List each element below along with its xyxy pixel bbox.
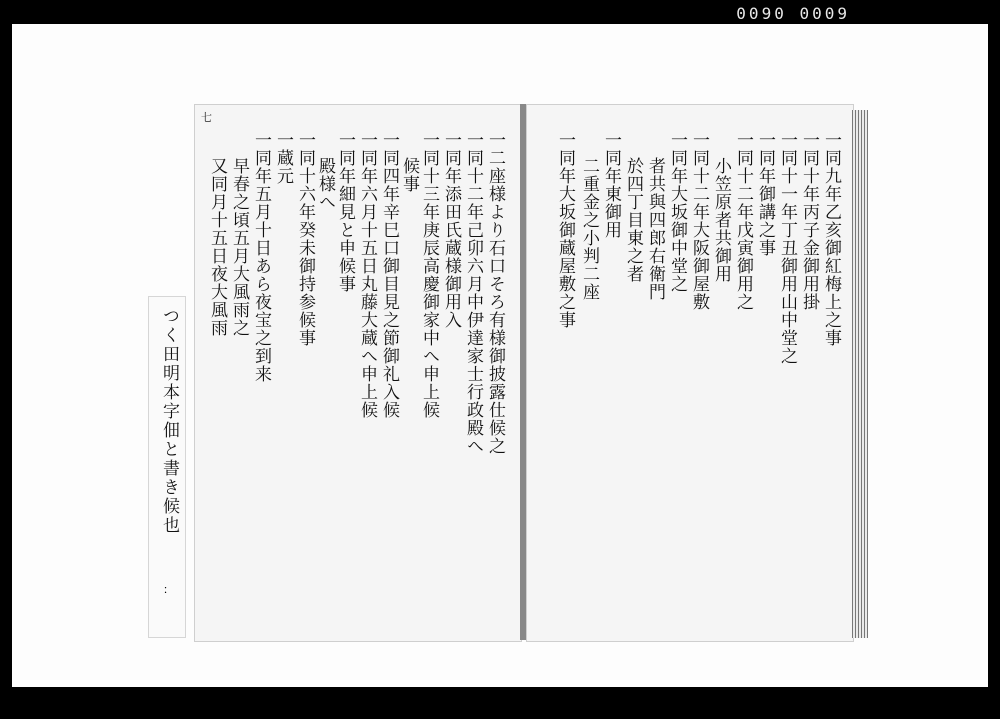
open-book — [194, 104, 872, 644]
manuscript-column: 一同年大坂御蔵屋敷之事 — [555, 131, 575, 329]
slip-mark: ： — [163, 583, 174, 596]
paper-slip — [148, 296, 186, 638]
manuscript-column: 一同年細見と申候事 — [335, 131, 355, 293]
manuscript-column: 一同年六月十五日丸藤大蔵へ申上候 — [357, 131, 377, 419]
manuscript-column: 一二座様より石口そろ有様御披露仕候之 — [485, 131, 505, 455]
frame-id: 0090 0009 — [736, 4, 850, 23]
manuscript-column: 於四丁目東之者 — [623, 157, 643, 283]
manuscript-column: 一同十三年庚辰高慶御家中へ申上候 — [419, 131, 439, 419]
manuscript-column: 一同年大坂御中堂之 — [667, 131, 687, 293]
manuscript-column: 候事 — [399, 157, 419, 193]
manuscript-column: 二重金之小判二座 — [579, 157, 599, 301]
right-page — [526, 104, 854, 642]
page-number: 七 — [201, 111, 212, 124]
manuscript-column: 早春之頃五月大風雨之 — [229, 157, 249, 337]
manuscript-column: 一同十二年己卯六月中伊達家士行政殿へ — [463, 131, 483, 455]
manuscript-column: 一同年東御用 — [601, 131, 621, 239]
manuscript-column: 一同年添田氏蔵様御用入 — [441, 131, 461, 329]
left-page — [194, 104, 522, 642]
page-edges — [852, 110, 868, 638]
manuscript-column: 者共與四郎右衛門 — [645, 157, 665, 301]
manuscript-column: 一同十二年戊寅御用之 — [733, 131, 753, 311]
manuscript-column: 一同年五月十日あら夜宝之到来 — [251, 131, 271, 383]
manuscript-column: 一同九年乙亥御紅梅上之事 — [821, 131, 841, 347]
film-sheet — [12, 24, 988, 687]
manuscript-column: 一同十二年大阪御屋敷 — [689, 131, 709, 311]
slip-text: つく田明本字佃と書き候也 — [159, 307, 179, 535]
manuscript-column: 一蔵元 — [273, 131, 293, 185]
manuscript-column: 一同十一年丁丑御用山中堂之 — [777, 131, 797, 365]
manuscript-column: 又同月十五日夜大風雨 — [207, 157, 227, 337]
manuscript-column: 殿様へ — [315, 157, 335, 211]
manuscript-column: 一同四年辛巳口御目見之節御礼入候 — [379, 131, 399, 419]
manuscript-column: 一同十六年癸未御持参候事 — [295, 131, 315, 347]
manuscript-column: 小笠原者共御用 — [711, 157, 731, 283]
manuscript-column: 一同年御講之事 — [755, 131, 775, 257]
manuscript-column: 一同十年丙子金御用掛 — [799, 131, 819, 311]
